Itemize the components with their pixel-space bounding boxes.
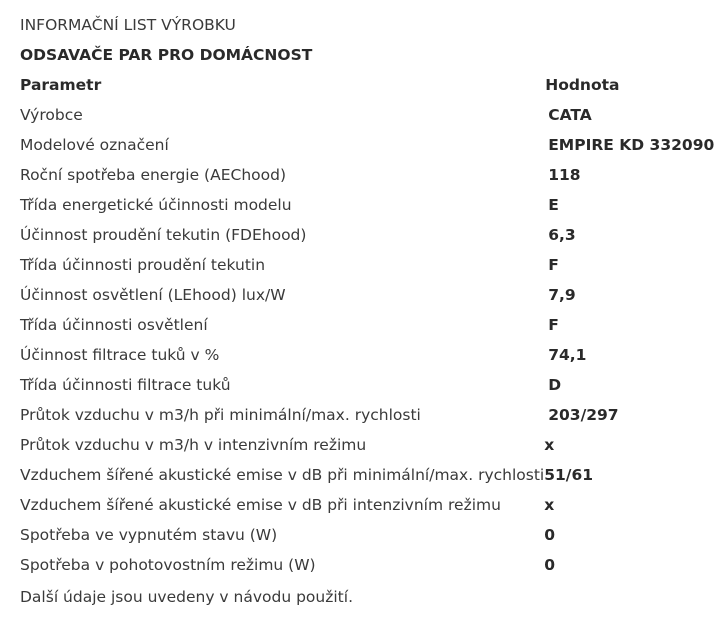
table-row	[20, 490, 714, 520]
table-row	[20, 370, 714, 400]
row-value: D	[548, 376, 562, 394]
table-row	[20, 190, 714, 220]
table-row	[20, 340, 714, 370]
table-row	[20, 430, 714, 460]
row-parameter: Třída účinnosti osvětlení	[20, 316, 208, 334]
row-parameter: Třída účinnosti proudění tekutin	[20, 256, 266, 274]
table-row	[20, 130, 714, 160]
sheet-title: INFORMAČNÍ LIST VÝROBKU	[20, 16, 236, 34]
row-value: 7,9	[548, 286, 576, 304]
row-parameter: Průtok vzduchu v m3/h v intenzivním režimu	[20, 436, 367, 454]
header-value: Hodnota	[545, 76, 620, 94]
table-row	[20, 550, 714, 580]
row-parameter: Účinnost filtrace tuků v %	[20, 346, 220, 364]
table-row	[20, 220, 714, 250]
row-value: F	[548, 256, 559, 274]
table-row	[20, 460, 714, 490]
sheet-note: Další údaje jsou uvedeny v návodu použití.	[20, 588, 353, 606]
row-value: 203/297	[548, 406, 619, 424]
row-parameter: Třída energetické účinnosti modelu	[20, 196, 292, 214]
row-parameter: Výrobce	[20, 106, 83, 124]
parameters-table	[20, 70, 714, 580]
table-row	[20, 100, 714, 130]
sheet-subtitle: ODSAVAČE PAR PRO DOMÁCNOST	[20, 46, 313, 64]
table-row	[20, 520, 714, 550]
table-row	[20, 400, 714, 430]
row-parameter: Průtok vzduchu v m3/h při minimální/max. rychlosti	[20, 406, 421, 424]
row-value: 0	[544, 556, 556, 574]
row-parameter: Účinnost osvětlení (LEhood) lux/W	[20, 286, 286, 304]
header-parameter: Parametr	[20, 76, 102, 94]
row-value: E	[548, 196, 559, 214]
row-parameter: Roční spotřeba energie (AEChood)	[20, 166, 286, 184]
row-value: CATA	[548, 106, 592, 124]
row-parameter: Spotřeba ve vypnutém stavu (W)	[20, 526, 278, 544]
row-parameter: Spotřeba v pohotovostním režimu (W)	[20, 556, 316, 574]
row-value: x	[544, 436, 555, 454]
row-parameter: Účinnost proudění tekutin (FDEhood)	[20, 226, 307, 244]
row-parameter: Vzduchem šířené akustické emise v dB při minimální/max. rychlosti	[20, 466, 545, 484]
table-row	[20, 160, 714, 190]
table-row	[20, 250, 714, 280]
row-value: 6,3	[548, 226, 576, 244]
table-header-row	[20, 70, 714, 100]
row-value: EMPIRE KD 332090	[548, 136, 715, 154]
row-value: 74,1	[548, 346, 587, 364]
row-parameter: Třída účinnosti filtrace tuků	[20, 376, 231, 394]
row-parameter: Modelové označení	[20, 136, 169, 154]
row-parameter: Vzduchem šířené akustické emise v dB při intenzivním režimu	[20, 496, 501, 514]
row-value: F	[548, 316, 559, 334]
table-row	[20, 280, 714, 310]
row-value: x	[544, 496, 555, 514]
table-row	[20, 310, 714, 340]
row-value: 118	[548, 166, 581, 184]
row-value: 0	[544, 526, 556, 544]
row-value: 51/61	[544, 466, 594, 484]
